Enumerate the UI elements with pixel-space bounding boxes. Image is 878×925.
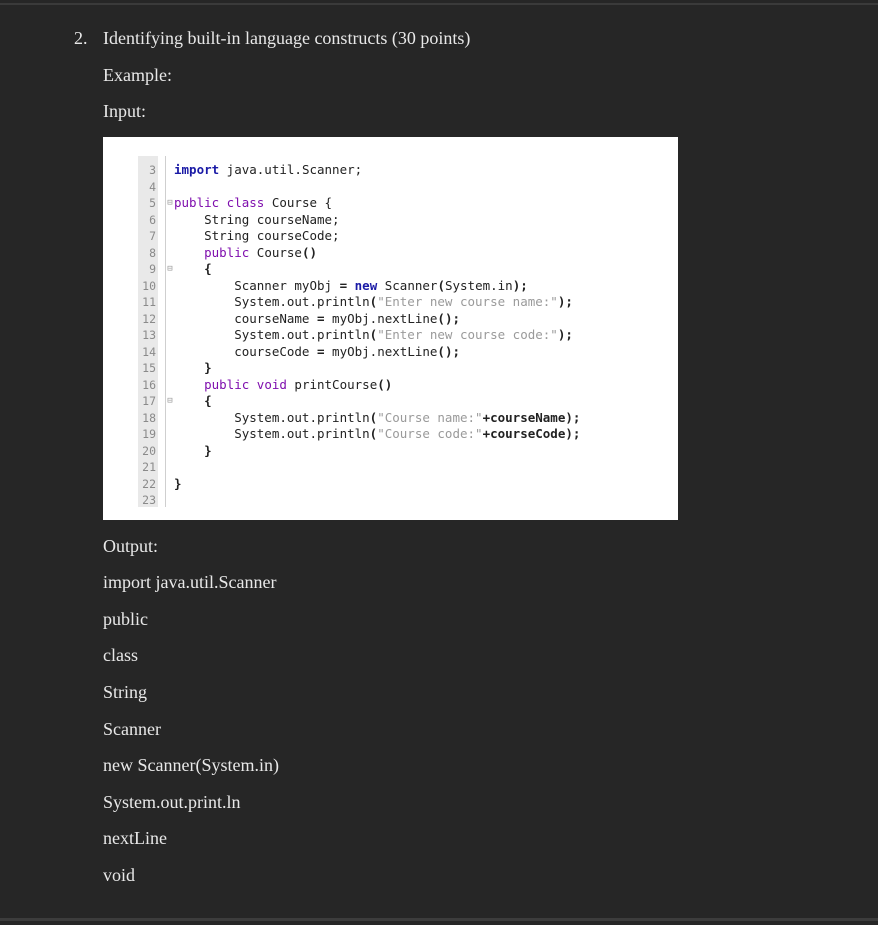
output-item: class bbox=[103, 645, 138, 665]
output-item: void bbox=[103, 865, 136, 885]
code-token: () bbox=[301, 244, 318, 260]
code-text bbox=[174, 344, 460, 361]
code-line bbox=[103, 410, 678, 427]
code-token: +courseCode); bbox=[482, 426, 581, 441]
line-number: 21 bbox=[142, 460, 156, 474]
code-text bbox=[174, 426, 580, 443]
code-text bbox=[174, 245, 317, 262]
line-number: 7 bbox=[149, 229, 156, 243]
code-line bbox=[103, 393, 678, 410]
code-token: Scanner bbox=[377, 277, 438, 293]
code-text bbox=[174, 294, 573, 311]
code-token: { bbox=[174, 261, 212, 276]
code-text bbox=[174, 410, 580, 427]
line-number: 5 bbox=[149, 196, 156, 210]
code-token: +courseName); bbox=[482, 409, 581, 425]
code-token: (); bbox=[437, 310, 460, 326]
code-token: ( bbox=[369, 409, 378, 425]
code-text bbox=[174, 377, 392, 394]
code-token: ( bbox=[369, 327, 378, 342]
code-line bbox=[103, 327, 678, 344]
code-token: = bbox=[339, 277, 348, 293]
code-token: public class bbox=[174, 195, 265, 210]
code-text bbox=[174, 443, 212, 460]
code-token: } bbox=[174, 475, 182, 491]
code-line bbox=[103, 245, 678, 262]
code-line bbox=[103, 360, 678, 377]
line-number: 14 bbox=[142, 344, 156, 359]
line-number: 17 bbox=[142, 394, 156, 408]
code-token: = bbox=[317, 343, 325, 359]
output-item: new Scanner(System.in) bbox=[103, 755, 279, 775]
code-token: courseCode bbox=[174, 343, 317, 359]
code-token: public void bbox=[204, 376, 287, 392]
code-token: "Enter new course name:" bbox=[377, 294, 558, 309]
code-line bbox=[103, 377, 678, 394]
line-number: 6 bbox=[149, 212, 156, 227]
line-number: 3 bbox=[149, 163, 156, 177]
code-token: System.out.println bbox=[174, 409, 370, 425]
line-number: 12 bbox=[142, 311, 156, 326]
output-item: import java.util.Scanner bbox=[103, 572, 277, 592]
output-item: Scanner bbox=[103, 719, 161, 739]
code-token bbox=[174, 377, 204, 392]
code-token: public bbox=[204, 244, 250, 260]
code-token: new bbox=[354, 277, 378, 293]
code-text bbox=[174, 162, 362, 179]
code-text bbox=[174, 327, 573, 344]
code-token: printCourse bbox=[286, 376, 378, 392]
code-text bbox=[174, 393, 212, 410]
code-line bbox=[103, 492, 678, 509]
code-token: Course bbox=[249, 244, 302, 260]
question-number: 2. bbox=[74, 28, 88, 48]
code-line bbox=[103, 195, 678, 212]
line-number: 19 bbox=[142, 427, 156, 441]
code-token: System.out.println bbox=[174, 327, 370, 342]
output-item: System.out.print.ln bbox=[103, 792, 241, 812]
code-token: ( bbox=[369, 426, 378, 441]
line-number: 23 bbox=[142, 493, 156, 507]
code-token: courseName bbox=[174, 310, 317, 326]
code-screenshot bbox=[103, 137, 678, 520]
code-token: import bbox=[174, 162, 220, 177]
code-token: Course { bbox=[264, 195, 333, 210]
code-token: = bbox=[317, 310, 325, 326]
code-token: (); bbox=[437, 343, 460, 359]
code-line bbox=[103, 228, 678, 245]
code-token: "Course code:" bbox=[377, 426, 483, 441]
line-number: 16 bbox=[142, 377, 156, 392]
code-text bbox=[174, 311, 460, 328]
code-token: ); bbox=[512, 277, 528, 293]
code-text bbox=[174, 228, 340, 245]
code-text bbox=[174, 278, 528, 295]
code-token: } bbox=[174, 360, 212, 375]
input-label: Input: bbox=[103, 101, 146, 121]
code-token: Scanner myObj bbox=[174, 277, 340, 293]
code-token: myObj.nextLine bbox=[324, 310, 438, 326]
line-number: 13 bbox=[142, 328, 156, 342]
line-number: 18 bbox=[142, 410, 156, 425]
code-token: System.in bbox=[444, 277, 513, 293]
code-line bbox=[103, 311, 678, 328]
code-line bbox=[103, 443, 678, 460]
code-token: System.out.println bbox=[174, 294, 370, 309]
code-token: String courseCode; bbox=[174, 228, 340, 243]
fold-marker-icon: ⊟ bbox=[167, 264, 173, 274]
code-token: myObj.nextLine bbox=[324, 343, 438, 359]
code-line bbox=[103, 426, 678, 443]
code-token: "Enter new course code:" bbox=[377, 327, 558, 342]
line-number: 20 bbox=[142, 443, 156, 458]
question-title: Identifying built-in language constructs (30 points) bbox=[103, 28, 471, 48]
code-line bbox=[103, 459, 678, 476]
code-line bbox=[103, 476, 678, 493]
code-token: ( bbox=[369, 294, 378, 309]
fold-marker-icon: ⊟ bbox=[167, 198, 173, 208]
code-line bbox=[103, 261, 678, 278]
line-number: 22 bbox=[142, 476, 156, 491]
code-line bbox=[103, 179, 678, 196]
code-text bbox=[174, 476, 182, 493]
code-token: ); bbox=[557, 294, 573, 309]
code-line bbox=[103, 212, 678, 229]
code-text bbox=[174, 360, 212, 377]
code-token: System.out.println bbox=[174, 426, 370, 441]
code-line bbox=[103, 294, 678, 311]
output-item: String bbox=[103, 682, 148, 702]
code-token: String courseName; bbox=[174, 211, 340, 227]
line-number: 9 bbox=[149, 262, 156, 276]
fold-marker-icon: ⊟ bbox=[167, 396, 173, 406]
code-text bbox=[174, 212, 340, 229]
line-number: 10 bbox=[142, 278, 156, 293]
code-token bbox=[174, 245, 204, 260]
output-label: Output: bbox=[103, 536, 159, 556]
line-number: 15 bbox=[142, 361, 156, 375]
bottom-divider bbox=[0, 918, 878, 921]
output-item: public bbox=[103, 609, 148, 629]
output-item: nextLine bbox=[103, 828, 167, 848]
code-line bbox=[103, 344, 678, 361]
code-token: } bbox=[174, 442, 212, 458]
code-line bbox=[103, 162, 678, 179]
question-heading bbox=[74, 28, 470, 49]
example-label: Example: bbox=[103, 65, 172, 85]
line-number: 11 bbox=[142, 295, 156, 309]
code-token: { bbox=[174, 393, 212, 408]
line-number: 8 bbox=[149, 245, 156, 260]
code-token: java.util.Scanner; bbox=[219, 162, 363, 177]
code-token: "Course name:" bbox=[377, 409, 483, 425]
top-divider bbox=[0, 3, 878, 5]
code-text bbox=[174, 195, 332, 212]
code-token: ( bbox=[437, 277, 445, 293]
code-line bbox=[103, 278, 678, 295]
code-text bbox=[174, 261, 212, 278]
code-token: ); bbox=[557, 327, 573, 342]
code-token: () bbox=[377, 376, 393, 392]
code-token bbox=[347, 278, 355, 293]
line-number: 4 bbox=[149, 179, 156, 194]
